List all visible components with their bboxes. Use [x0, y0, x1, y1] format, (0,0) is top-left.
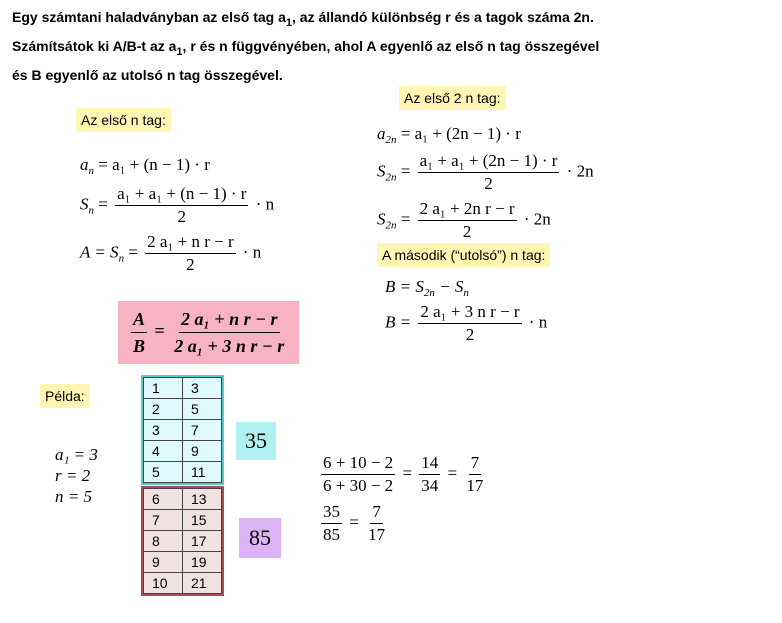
table-second-n [141, 486, 224, 596]
term-index: 3 [144, 420, 183, 441]
term-value: 5 [183, 399, 222, 420]
example-sum-ratio: $\frac{35}{85}$ = $\frac{7}{17}$ [323, 502, 386, 544]
term-value: 11 [183, 462, 222, 483]
sum-second-n: 85 [239, 518, 281, 558]
term-index: 7 [144, 510, 183, 531]
term-index: 4 [144, 441, 183, 462]
label-first-2n: Az első 2 n tag: [399, 86, 506, 110]
table-row [144, 441, 222, 462]
table-row [144, 573, 222, 594]
term-value: 9 [183, 441, 222, 462]
table-row [144, 462, 222, 483]
formula-A: $A = S_n$ = $\frac{\text{2 a₁ + n r − r}}{2}$ · n [80, 232, 262, 274]
label-example: Példa: [40, 384, 90, 408]
table-row [144, 531, 222, 552]
term-index: 5 [144, 462, 183, 483]
table-row [144, 552, 222, 573]
term-index: 1 [144, 378, 183, 399]
result-box: $\frac{A}{B}$ = $\frac{\text{2 a₁ + n r − r}}{\text{2 a₁ + 3 n r − r}}$ [118, 301, 299, 364]
sum-first-n: 35 [236, 422, 276, 460]
label-second-n: A második (“utolsó”) n tag: [377, 243, 550, 267]
formula-sn: $S_n$ = $\frac{\text{a₁ + a₁ + (n − 1) · r}}{2}$ · n [80, 184, 275, 226]
formula-B-difference: $B = S_{2n} - S_n$ [385, 277, 469, 299]
term-value: 7 [183, 420, 222, 441]
term-index: 2 [144, 399, 183, 420]
term-value: 17 [183, 531, 222, 552]
term-value: 15 [183, 510, 222, 531]
term-index: 10 [144, 573, 183, 594]
table-first-n [141, 375, 224, 485]
term-value: 21 [183, 573, 222, 594]
formula-B: B = $\frac{\text{2 a₁ + 3 n r − r}}{2}$ · n [385, 302, 548, 344]
formula-s2n-simplified: $S_{2n}$ = $\frac{\text{2 a₁ + 2n r − r}}{2}$ · 2n [377, 199, 551, 241]
table-row [144, 420, 222, 441]
formula-a2n: $a_{2n} = a_1 + (2n - 1) \cdot r$ [377, 124, 521, 146]
table-row [144, 489, 222, 510]
term-index: 9 [144, 552, 183, 573]
term-index: 8 [144, 531, 183, 552]
table-row [144, 399, 222, 420]
label-first-n: Az első n tag: [76, 108, 171, 132]
term-value: 19 [183, 552, 222, 573]
table-row [144, 378, 222, 399]
term-index: 6 [144, 489, 183, 510]
example-values: a₁ = 3 r = 2 n = 5 [55, 445, 98, 506]
example-calculation: $\frac{6 + 10 - 2}{6 + 30 - 2}$ = $\frac{14}{34}$ = $\frac{7}{17}$ [323, 453, 484, 495]
formula-an: $a_n = a_1 + (n - 1) \cdot r$ [80, 155, 210, 177]
term-value: 13 [183, 489, 222, 510]
formula-s2n: $S_{2n}$ = $\frac{\text{a₁ + a₁ + (2n − 1) · r}}{2}$ · 2n [377, 151, 594, 193]
table-row [144, 510, 222, 531]
term-value: 3 [183, 378, 222, 399]
problem-statement: Egy számtani haladványban az első tag $a_1$, az állandó különbség r és a tagok száma 2n. Számítsátok ki A/B-t az $a_1$, r és n függvényében, ahol A egyenlő az első n tag összegével és B egyenlő az utolsó n tag összegével. [12, 9, 600, 83]
